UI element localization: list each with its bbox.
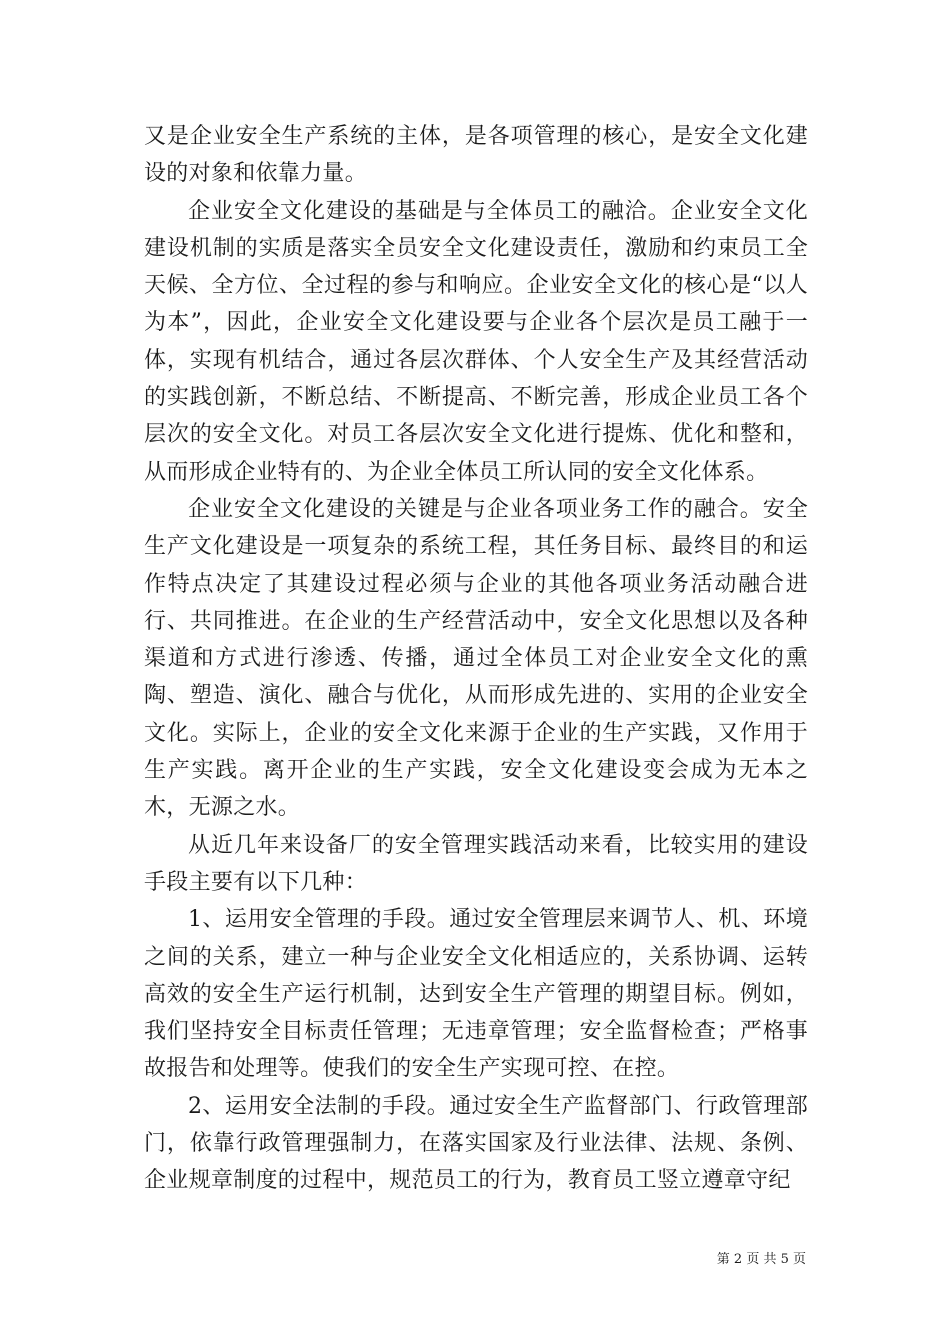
paragraph-methods-intro: 从近几年来设备厂的安全管理实践活动来看，比较实用的建设手段主要有以下几种： bbox=[144, 832, 808, 895]
paragraph-continuation: 又是企业安全生产系统的主体，是各项管理的核心，是安全文化建设的对象和依靠力量。 bbox=[144, 124, 808, 187]
paragraph-item-1: 1、运用安全管理的手段。通过安全管理层来调节人、机、环境之间的关系，建立一种与企业安全文化相适应的，关系协调、运转高效的安全生产运行机制，达到安全生产管理的期望目标。例如，我们坚持安全目标责任管理；无违章管理；安全监督检查；严格事故报告和处理等。使我们的安全生产实现可控、在控。 bbox=[144, 907, 808, 1082]
page-number-footer: 第 2 页 共 5 页 bbox=[716, 1252, 806, 1267]
body-text bbox=[144, 118, 808, 1200]
paragraph-foundation: 企业安全文化建设的基础是与全体员工的融洽。企业安全文化建设机制的实质是落实全员安全文化建设责任，激励和约束员工全天候、全方位、全过程的参与和响应。企业安全文化的核心是“以人为本”，因此，企业安全文化建设要与企业各个层次是员工融于一体，实现有机结合，通过各层次群体、个人安全生产及其经营活动的实践创新，不断总结、不断提高、不断完善，形成企业员工各个层次的安全文化。对员工各层次安全文化进行提炼、优化和整和，从而形成企业特有的、为企业全体员工所认同的安全文化体系。 bbox=[144, 198, 808, 485]
paragraph-key: 企业安全文化建设的关键是与企业各项业务工作的融合。安全生产文化建设是一项复杂的系统工程，其任务目标、最终目的和运作特点决定了其建设过程必须与企业的其他各项业务活动融合进行、共同推进。在企业的生产经营活动中，安全文化思想以及各种渠道和方式进行渗透、传播，通过全体员工对企业安全文化的熏陶、塑造、演化、融合与优化，从而形成先进的、实用的企业安全文化。实际上，企业的安全文化来源于企业的生产实践，又作用于生产实践。离开企业的生产实践，安全文化建设变会成为无本之木，无源之水。 bbox=[144, 496, 808, 821]
paragraph-item-2: 2、运用安全法制的手段。通过安全生产监督部门、行政管理部门，依靠行政管理强制力，在落实国家及行业法律、法规、条例、企业规章制度的过程中，规范员工的行为，教育员工竖立遵章守纪 bbox=[144, 1093, 808, 1194]
